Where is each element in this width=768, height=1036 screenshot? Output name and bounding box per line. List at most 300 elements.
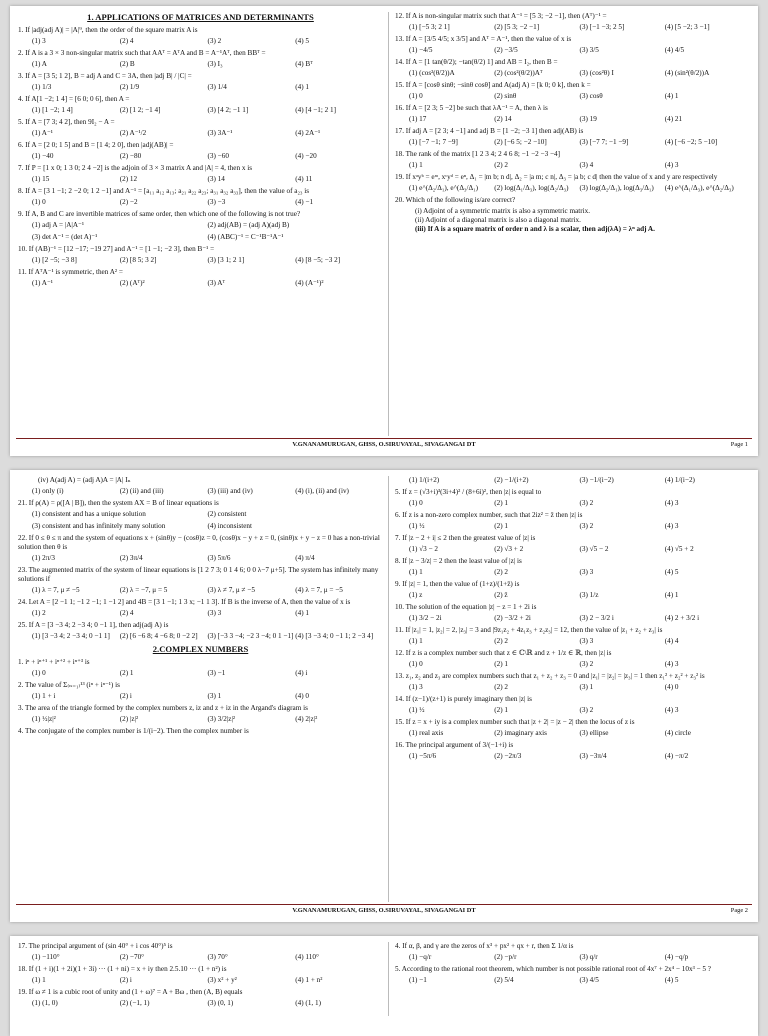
answer-option: (4) √5 + 2 <box>664 545 694 553</box>
page2-right-column <box>395 476 750 764</box>
answer-option: (4) π/4 <box>295 554 315 562</box>
answer-option: (2) 1 <box>119 668 134 677</box>
q20-statement: (i) Adjoint of a symmetric matrix is also a symmetric matrix. <box>415 207 591 215</box>
answer-option: (2) 1 <box>494 706 509 714</box>
answer-option: (1) 0 <box>32 668 46 677</box>
answer-option: (4) [4 −1; 2 1] <box>295 105 337 114</box>
question-text: 16. The principal argument of 3/(−1+i) is <box>395 741 514 749</box>
answer-option: (2) 1/9 <box>119 82 140 91</box>
q20-options <box>32 487 383 496</box>
answer-option: (2) 1 <box>494 660 509 668</box>
answer-option: (1) 1 <box>409 161 423 169</box>
question-text: 5. If z = (√3+i)³(3i+4)² / (8+6i)², then |z| is equal to <box>395 488 542 496</box>
question-text: 23. The augmented matrix of the system of linear equations is [1 2 7 3; 0 1 4 6; 0 0 λ−7 μ+5]. The system has infinitely many solutions if <box>18 566 379 583</box>
question-text: 12. If z is a complex number such that z ∈ ℂ\ℝ and z + 1/z ∈ ℝ, then |z| is <box>395 649 612 657</box>
answer-option: (3) 2 <box>579 499 594 507</box>
answer-option: (3) cosθ <box>579 92 603 100</box>
answer-option: (2) λ = −7, μ = 5 <box>119 586 168 594</box>
answer-option: (2) adj(AB) = (adj A)(adj B) <box>207 220 290 229</box>
answer-option: (1) 0 <box>409 92 423 100</box>
answer-option: (4) (sin²(θ/2))A <box>664 69 710 77</box>
answer-option: (3) 3 <box>207 609 222 617</box>
answer-options <box>409 161 750 170</box>
answer-options <box>409 614 750 623</box>
question-list <box>395 942 750 985</box>
answer-option: (4) inconsistent <box>207 522 253 530</box>
answer-option: (4) [−6 −2; 5 −10] <box>664 138 718 146</box>
question-text: 6. If z is a non-zero complex number, such that 2iz² = z̄ then |z| is <box>395 511 583 519</box>
question-text: 8. If A = [3 1 −1; 2 −2 0; 1 2 −1] and A⁻¹ = [a₁₁ a₁₂ a₁₃; a₂₁ a₂₂ a₂₃; a₃₁ a₃₂ a₃₃], then the value of a₂₃ is <box>18 186 310 195</box>
answer-option: (3) [−1 −3; 2 5] <box>579 23 625 31</box>
page-number: Page 2 <box>730 907 748 914</box>
answer-option: (3) 2 <box>207 36 222 45</box>
answer-option: (2) imaginary axis <box>494 729 547 737</box>
answer-option: (2) 2 <box>494 161 509 169</box>
question-text: 13. z₁, z₂ and z₃ are complex numbers such that z₁ + z₂ + z₃ = 0 and |z₁| = |z₂| = |z₃| = 1 then z₁² + z₂² + z₃² is <box>395 672 705 680</box>
answer-options <box>409 752 750 761</box>
answer-option: (2) −80 <box>119 151 142 160</box>
answer-option: (2) [5 3; −2 −1] <box>494 23 540 31</box>
question-text: 15. If A = [cosθ sinθ; −sinθ cosθ] and A(adj A) = [k 0; 0 k], then k = <box>395 81 591 89</box>
question-list <box>395 476 750 761</box>
answer-option: (2) 4 <box>119 36 134 45</box>
question-text: 14. If A = [1 tan(θ/2); −tan(θ/2) 1] and AB = I₂, then B = <box>395 58 558 66</box>
answer-option: (3) [−3 3 −4; −2 3 −4; 0 1 −1] <box>207 632 294 640</box>
answer-option: (4) 0 <box>664 683 679 691</box>
page-footer <box>16 904 752 918</box>
answer-option: (1) 1/3 <box>32 82 52 91</box>
answer-option: (4) 1 <box>664 591 679 599</box>
answer-options <box>32 999 383 1008</box>
answer-options <box>32 256 383 265</box>
answer-option: (3) (0, 1) <box>207 999 234 1007</box>
answer-option: (1) A⁻¹ <box>32 278 53 287</box>
answer-options <box>409 184 750 193</box>
answer-options <box>409 46 750 55</box>
question-list <box>18 499 383 641</box>
answer-option: (2) sinθ <box>494 92 517 100</box>
answer-options <box>32 37 383 46</box>
question-text: 17. If adj A = [2 3; 4 −1] and adj B = [1 −2; −3 1] then adj(AB) is <box>395 127 584 135</box>
answer-option: (4) 2|z|² <box>295 714 318 723</box>
question-list <box>18 658 383 736</box>
answer-option: (3) −3π/4 <box>579 752 607 760</box>
answer-option: (3) 3 <box>579 637 594 645</box>
answer-options <box>32 60 383 69</box>
answer-options <box>409 706 750 715</box>
answer-option: (4) 2A⁻¹ <box>295 128 321 137</box>
q20-statement: (ii) Adjoint of a diagonal matrix is also a diagonal matrix. <box>415 216 581 224</box>
answer-option: (4) 1 <box>664 92 679 100</box>
answer-option: (1) 0 <box>32 197 46 206</box>
page2-left-column <box>18 476 383 738</box>
answer-options <box>32 221 383 230</box>
answer-option: (4) 4 <box>664 637 679 645</box>
answer-option: (4) (i), (ii) and (iv) <box>295 487 349 495</box>
answer-option: (3) 2 <box>579 660 594 668</box>
answer-options <box>32 976 383 985</box>
answer-options <box>32 510 383 519</box>
page1-right-column <box>395 12 750 234</box>
answer-option: (3) I₃ <box>207 59 223 68</box>
answer-option: (3) x² + y² <box>207 976 237 984</box>
page-1 <box>10 6 758 456</box>
answer-option: (3) 70° <box>207 953 228 961</box>
answer-option: (2) −3/5 <box>494 46 518 54</box>
answer-option: (2) −p/r <box>494 953 517 961</box>
question-text: 4. The conjugate of the complex number is 1/(i−2). Then the complex number is <box>18 726 249 735</box>
answer-option: (2) [6 −6 8; 4 −6 8; 0 −2 2] <box>119 632 198 640</box>
answer-option: (1) 0 <box>409 660 423 668</box>
page3-right-column <box>395 942 750 988</box>
question-text: 14. If (z−1)/(z+1) is purely imaginary then |z| is <box>395 695 532 703</box>
answer-option: (1) [−5 3; 2 1] <box>409 23 450 31</box>
answer-option: (3) √5 − 2 <box>579 545 609 553</box>
answer-option: (3) 1/4 <box>207 82 227 91</box>
answer-option: (4) 21 <box>664 115 683 123</box>
question-text: 11. If AᵀA⁻¹ is symmetric, then A² = <box>18 267 123 276</box>
answer-option: (4) 1 <box>295 82 310 91</box>
question-20: 20. Which of the following is/are correct? <box>395 196 516 204</box>
answer-options <box>32 692 383 701</box>
answer-option: (3) 3 <box>579 568 594 576</box>
column-divider <box>388 476 389 902</box>
section-title-complex: 2.COMPLEX NUMBERS <box>152 644 249 654</box>
answer-options <box>32 586 383 595</box>
answer-option: (2) log(Δ₁/Δ₃), log(Δ₂/Δ₃) <box>494 184 569 192</box>
answer-option: (4) i <box>295 668 308 677</box>
question-text: 2. The value of Σ₍ₙ₌₁₎¹³ (iⁿ + iⁿ⁻¹) is <box>18 680 120 689</box>
answer-option: (1) 17 <box>409 115 427 123</box>
answer-option: (1) −110° <box>32 953 60 961</box>
answer-option: (4) 0 <box>295 691 310 700</box>
answer-option: (2) 4 <box>119 609 134 617</box>
question-text: 12. If A is non-singular matrix such that A⁻¹ = [5 3; −2 −1], then (Aᵀ)⁻¹ = <box>395 12 607 20</box>
answer-options <box>409 683 750 692</box>
answer-option: (3) 1 <box>579 683 594 691</box>
answer-option: (4) [3 −3 4; 0 −1 1; 2 −3 4] <box>295 632 374 640</box>
question-text: 5. If A = [7 3; 4 2], then 9I₂ − A = <box>18 117 115 126</box>
answer-option: (3) ellipse <box>579 729 609 737</box>
answer-option: (2) −2 <box>119 197 138 206</box>
answer-option: (3) (iii) and (iv) <box>207 487 253 495</box>
answer-option: (4) 5 <box>664 976 679 984</box>
answer-option: (4) λ = 7, μ = −5 <box>295 586 343 594</box>
answer-options <box>409 522 750 531</box>
answer-option: (1) [3 −3 4; 2 −3 4; 0 −1 1] <box>32 632 110 640</box>
column-divider <box>388 12 389 436</box>
question-text: 17. The principal argument of (sin 40° + i cos 40°)⁵ is <box>18 942 173 950</box>
answer-option: (2) 2 <box>494 683 509 691</box>
answer-option: (1) 3 <box>409 683 423 691</box>
answer-option: (1) −5π/6 <box>409 752 437 760</box>
answer-option: (2) z̄ <box>494 591 508 599</box>
answer-option: (2) −1/(i+2) <box>494 476 529 484</box>
answer-option: (3) log(Δ₂/Δ₁), log(Δ₃/Δ₁) <box>579 184 654 192</box>
page3-left-column <box>18 942 383 1011</box>
answer-options <box>409 23 750 32</box>
question-text: 8. If |z − 3/z| = 2 then the least value of |z| is <box>395 557 522 565</box>
answer-option: (1) 1 + i <box>32 691 56 700</box>
answer-option: (4) circle <box>664 729 691 737</box>
answer-options <box>409 953 750 962</box>
answer-option: (1) ½ <box>409 522 425 530</box>
answer-option: (1) −1 <box>409 976 427 984</box>
answer-option: (4) 4/5 <box>664 46 685 54</box>
answer-option: (3) 2 <box>579 522 594 530</box>
answer-option: (1) 3/2 − 2i <box>409 614 442 622</box>
answer-options <box>409 729 750 738</box>
question-text: 9. If |z| = 1, then the value of (1+z)/(1+z̄) is <box>395 580 520 588</box>
answer-options <box>409 69 750 78</box>
question-list <box>18 26 383 288</box>
answer-options <box>32 715 383 724</box>
question-text: 13. If A = [3/5 4/5; x 3/5] and Aᵀ = A⁻¹, then the value of x is <box>395 35 572 43</box>
answer-option: (1) −4/5 <box>409 46 433 54</box>
answer-option: (1) −q/r <box>409 953 432 961</box>
page-number: Page 1 <box>730 441 748 448</box>
answer-options <box>409 568 750 577</box>
answer-options <box>409 138 750 147</box>
answer-option: (3) −1/(i−2) <box>579 476 614 484</box>
answer-option: (4) 3 <box>664 522 679 530</box>
answer-option: (2) (Aᵀ)² <box>119 278 145 287</box>
answer-option: (1) ½ <box>409 706 425 714</box>
answer-option: (3) 2 − 3/2 i <box>579 614 614 622</box>
answer-option: (1) (1, 0) <box>32 999 58 1007</box>
answer-option: (1) A <box>32 59 47 68</box>
question-text: 2. If A is a 3 × 3 non-singular matrix such that AAᵀ = AᵀA and B = A⁻¹Aᵀ, then BBᵀ = <box>18 48 266 57</box>
answer-option: (1) √3 − 2 <box>409 545 438 553</box>
answer-option: (1) real axis <box>409 729 444 737</box>
answer-option: (1) λ = 7, μ ≠ −5 <box>32 586 80 594</box>
answer-option: (2) (cos²(θ/2))Aᵀ <box>494 69 543 77</box>
answer-options <box>32 83 383 92</box>
answer-option: (4) −20 <box>295 151 317 160</box>
question-text: 25. If A = [3 −3 4; 2 −3 4; 0 −1 1], then adj(adj A) is <box>18 621 169 629</box>
answer-options <box>32 198 383 207</box>
answer-options <box>409 92 750 101</box>
section-title-matrices: 1. APPLICATIONS OF MATRICES AND DETERMINANTS <box>87 12 314 22</box>
answer-options <box>32 609 383 618</box>
question-text: 3. The area of the triangle formed by the complex numbers z, iz and z + iz in the Argand's diagram is <box>18 703 308 712</box>
answer-option: (1) e^(Δ₂/Δ₁), e^(Δ₃/Δ₁) <box>409 184 478 192</box>
answer-option: (1) ½|z|² <box>32 714 56 723</box>
answer-option: (3) [3 1; 2 1] <box>207 255 245 264</box>
question-text: 6. If A = [2 0; 1 5] and B = [1 4; 2 0], then |adj(AB)| = <box>18 140 174 149</box>
q20-statement: (iii) If A is a square matrix of order n and λ is a scalar, then adj(λA) = λⁿ adj A. <box>415 225 655 233</box>
footer-credit: V.GNANAMURUGAN, GHSS, O.SIRUVAYAL, SIVAGANGAI DT <box>292 907 476 914</box>
question-text: 19. If ω ≠ 1 is a cubic root of unity and (1 + ω)⁷ = A + Bω , then (A, B) equals <box>18 988 243 996</box>
answer-option: (3) 1 <box>207 691 222 700</box>
answer-option: (4) (1, 1) <box>295 999 321 1007</box>
answer-option: (1) [1 −2; 1 4] <box>32 105 73 114</box>
answer-option: (4) 2 + 3/2 i <box>664 614 700 622</box>
answer-option: (3) [4 2; −1 1] <box>207 105 249 114</box>
answer-option: (4) 5 <box>295 36 310 45</box>
page-3 <box>10 936 758 1036</box>
answer-option: (1) [2 −5; −3 8] <box>32 255 77 264</box>
answer-option: (3) 5π/6 <box>207 554 231 562</box>
answer-options <box>32 953 383 962</box>
question-text: 5. According to the rational root theorem, which number is not possible rational root of 4x⁷ + 2x⁴ − 10x³ − 5 ? <box>395 965 711 973</box>
answer-option: (3) 19 <box>579 115 597 123</box>
answer-option: (2) [−6 5; −2 −10] <box>494 138 547 146</box>
answer-option: (3) 3A⁻¹ <box>207 128 233 137</box>
answer-option: (1) 3 <box>32 36 46 45</box>
answer-option: (2) 5/4 <box>494 976 514 984</box>
answer-option: (4) 1/(i−2) <box>664 476 695 484</box>
answer-option: (1) 2π/3 <box>32 554 55 562</box>
answer-option: (3) 3/2|z|² <box>207 714 236 723</box>
question-list <box>395 12 750 193</box>
answer-options <box>409 115 750 124</box>
answer-option: (1) 1 <box>409 568 423 576</box>
answer-option: (1) only (i) <box>32 487 64 495</box>
answer-option: (2) i <box>119 691 132 700</box>
answer-option: (2) 3π/4 <box>119 554 143 562</box>
answer-option: (1) 2 <box>32 609 46 617</box>
answer-options <box>32 129 383 138</box>
question-text: 1. If |adj(adj A)| = |A|⁹, then the order of the square matrix A is <box>18 25 198 34</box>
answer-option: (4) 5 <box>664 568 679 576</box>
answer-option: (2) A⁻¹/2 <box>119 128 147 137</box>
answer-options <box>32 152 383 161</box>
page1-left-column <box>18 12 383 291</box>
question-text: 4. If A[1 −2; 1 4] = [6 0; 0 6], then A = <box>18 94 130 103</box>
answer-option: (4) −π/2 <box>664 752 689 760</box>
answer-option: (2) √3 + 2 <box>494 545 524 553</box>
answer-option: (4) (ABC)⁻¹ = C⁻¹B⁻¹A⁻¹ <box>207 232 284 241</box>
answer-option: (1) A⁻¹ <box>32 128 53 137</box>
answer-options <box>32 106 383 115</box>
answer-option: (2) i <box>119 976 132 984</box>
answer-option: (2) [8 5; 3 2] <box>119 255 157 264</box>
answer-options <box>32 175 383 184</box>
answer-option: (4) [5 −2; 3 −1] <box>664 23 710 31</box>
question-text: 10. The solution of the equation |z| − z = 1 + 2i is <box>395 603 537 611</box>
answer-option: (4) 3 <box>664 706 679 714</box>
answer-options <box>409 476 750 485</box>
answer-option: (3) 2 <box>579 706 594 714</box>
question-text: 24. Let A = [2 −1 1; −1 2 −1; 1 −1 2] and 4B = [3 1 −1; 1 3 x; −1 1 3]. If B is the inverse of A, then the value of x is <box>18 598 351 606</box>
footer-credit: V.GNANAMURUGAN, GHSS, O.SIRUVAYAL, SIVAGANGAI DT <box>292 441 476 448</box>
answer-option: (3) (cos²θ) I <box>579 69 614 77</box>
answer-options <box>409 591 750 600</box>
answer-option: (1) z <box>409 591 423 599</box>
answer-option: (3) [−7 7; −1 −9] <box>579 138 629 146</box>
answer-option: (2) 14 <box>494 115 512 123</box>
question-text: 4. If α, β, and γ are the zeros of x³ + px² + qx + r, then Σ 1/α is <box>395 942 574 950</box>
question-text: 18. The rank of the matrix [1 2 3 4; 2 4 6 8; −1 −2 −3 −4] <box>395 150 560 158</box>
question-text: 7. If |z − 2 + i| ≤ 2 then the greatest value of |z| is <box>395 534 536 542</box>
q20-statement-iv: (iv) A(adj A) = (adj A)A = |A| Iₙ <box>38 476 131 484</box>
answer-option: (1) consistent and has a unique solution <box>32 510 146 518</box>
question-text: 16. If A = [2 3; 5 −2] be such that λA⁻¹ = A, then λ is <box>395 104 548 112</box>
question-list <box>18 942 383 1008</box>
question-text: 7. If P = [1 x 0; 1 3 0; 2 4 −2] is the adjoin of 3 × 3 matrix A and |A| = 4, then x is <box>18 163 253 172</box>
answer-option: (3) 4 <box>579 161 594 169</box>
answer-option: (2) −2π/3 <box>494 752 522 760</box>
question-text: 1. iⁿ + iⁿ⁺¹ + iⁿ⁺² + iⁿ⁺³ is <box>18 657 90 666</box>
answer-option: (1) (cos²(θ/2))A <box>409 69 455 77</box>
answer-option: (1) −40 <box>32 151 54 160</box>
question-text: 3. If A = [3 5; 1 2], B = adj A and C = 3A, then |adj B| / |C| = <box>18 71 192 80</box>
answer-option: (4) (A⁻¹)² <box>295 278 324 287</box>
answer-options <box>32 279 383 288</box>
column-divider <box>388 942 389 1016</box>
answer-option: (3) Aᵀ <box>207 278 226 287</box>
answer-options <box>409 545 750 554</box>
page-footer <box>16 438 752 452</box>
answer-option: (4) 1 <box>295 609 310 617</box>
answer-option: (3) λ ≠ 7, μ ≠ −5 <box>207 586 255 594</box>
answer-option: (2) 2 <box>494 637 509 645</box>
answer-option: (4) −1 <box>295 197 314 206</box>
answer-option: (4) 3 <box>664 499 679 507</box>
answer-options <box>32 669 383 678</box>
question-text: 9. If A, B and C are invertible matrices of same order, then which one of the following is not true? <box>18 209 301 218</box>
answer-option: (3) 3/5 <box>579 46 599 54</box>
answer-option: (1) 1/(i+2) <box>409 476 440 484</box>
answer-option: (3) −60 <box>207 151 229 160</box>
answer-option: (3) 4/5 <box>579 976 599 984</box>
question-text: 18. If (1 + i)(1 + 2i)(1 + 3i) ··· (1 + ni) = x + iy then 2.5.10 ··· (1 + n²) is <box>18 965 227 973</box>
page-2 <box>10 470 758 922</box>
answer-option: (4) −q/p <box>664 953 689 961</box>
answer-option: (3) 1/z <box>579 591 599 599</box>
answer-options <box>409 499 750 508</box>
answer-option: (2) (ii) and (iii) <box>119 487 164 495</box>
answer-option: (2) 1 <box>494 522 509 530</box>
answer-option: (4) 3 <box>664 660 679 668</box>
answer-option: (4) 11 <box>295 174 313 183</box>
answer-options <box>32 632 383 641</box>
question-text: 10. If (AB)⁻¹ = [12 −17; −19 27] and A⁻¹ = [1 −1; −2 3], then B⁻¹ = <box>18 244 215 253</box>
answer-option: (2) B <box>119 59 135 68</box>
answer-option: (1) 0 <box>409 499 423 507</box>
answer-option: (4) 3 <box>664 161 679 169</box>
question-text: 15. If z = x + iy is a complex number such that |z + 2| = |z − 2| then the locus of z is <box>395 718 635 726</box>
question-text: 22. If 0 ≤ θ ≤ π and the system of equations x + (sinθ)y − (cosθ)z = 0, (cosθ)x − y + z = 0, (sinθ)x + y − z = 0 has a non-trivial solution then θ is <box>18 534 380 551</box>
answer-option: (4) Bᵀ <box>295 59 313 68</box>
answer-option: (3) −1 <box>207 668 226 677</box>
answer-options <box>32 554 383 563</box>
answer-option: (3) 14 <box>207 174 225 183</box>
answer-option: (3) consistent and has infinitely many solution <box>32 522 166 530</box>
answer-option: (2) consistent <box>207 510 247 518</box>
answer-option: (3) −3 <box>207 197 226 206</box>
answer-option: (1) [−7 −1; 7 −9] <box>409 138 458 146</box>
answer-option: (4) e^(Δ₁/Δ₃), e^(Δ₂/Δ₃) <box>664 184 734 192</box>
answer-option: (3) q/r <box>579 953 598 961</box>
answer-option: (1) 1 <box>409 637 423 645</box>
answer-option: (1) 1 <box>32 976 46 984</box>
answer-options <box>409 976 750 985</box>
answer-options <box>409 637 750 646</box>
answer-option: (2) |z|² <box>119 714 139 723</box>
answer-option: (2) 1 <box>494 499 509 507</box>
answer-options <box>32 522 383 531</box>
question-text: 19. If xᵃyᵇ = eᵐ, xᶜyᵈ = eⁿ, Δ₁ = |m b; n d|, Δ₂ = |a m; c n|, Δ₃ = |a b; c d| then the value of x and y are respectively <box>395 173 718 181</box>
answer-option: (4) [8 −5; −3 2] <box>295 255 341 264</box>
answer-options <box>409 660 750 669</box>
answer-option: (2) 12 <box>119 174 138 183</box>
answer-option: (2) [1 2; −1 4] <box>119 105 161 114</box>
answer-option: (1) adj A = |A|A⁻¹ <box>32 220 85 229</box>
answer-option: (2) −70° <box>119 953 145 961</box>
answer-option: (3) det A⁻¹ = (det A)⁻¹ <box>32 232 98 241</box>
